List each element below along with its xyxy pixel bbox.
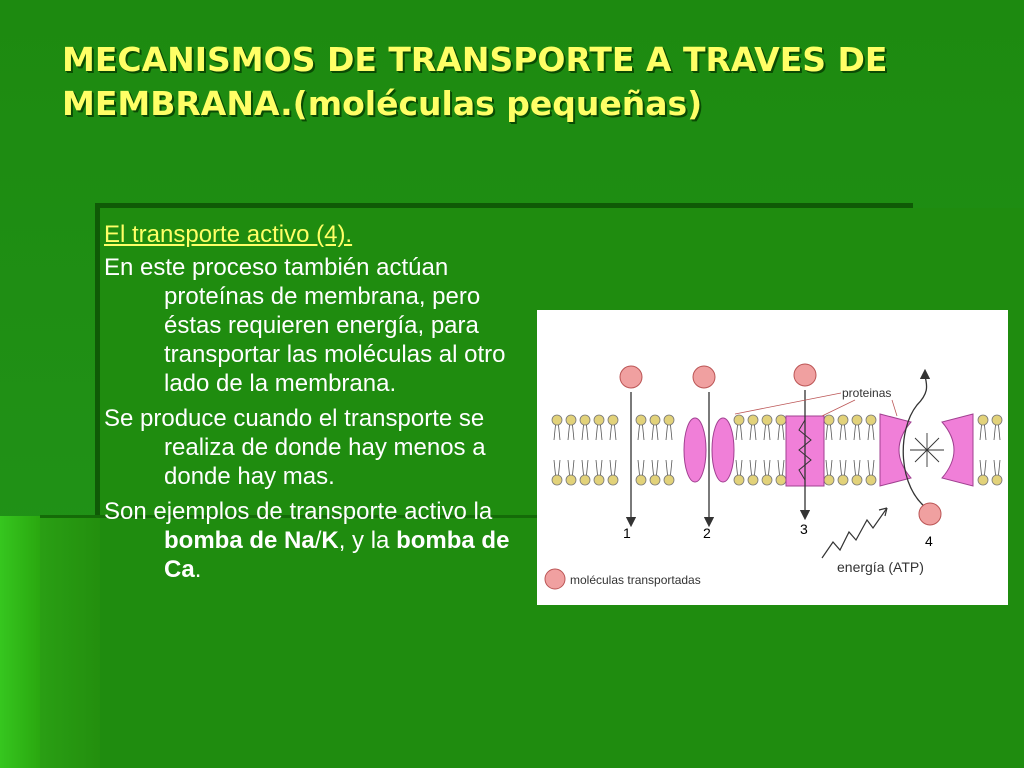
diagram-svg <box>537 310 1008 605</box>
lipid-head-bottom <box>824 460 834 485</box>
left-accent-bar <box>0 516 40 768</box>
label-4: 4 <box>925 533 933 549</box>
paragraph-2: Se produce cuando el transporte se realiza de donde hay menos a donde hay mas. <box>104 405 486 490</box>
molecule-2 <box>693 366 715 388</box>
lipid-head-bottom <box>734 460 744 485</box>
lipid-head-top <box>852 415 862 440</box>
lipid-head-top <box>650 415 660 440</box>
lipid-head-bottom <box>552 460 562 485</box>
lipid-head-top <box>866 415 876 440</box>
lipid-head-top <box>762 415 772 440</box>
energy-zigzag <box>822 508 887 558</box>
lipid-head-top <box>992 415 1002 440</box>
lipid-head-top <box>580 415 590 440</box>
lipid-head-bottom <box>866 460 876 485</box>
channel-protein-left <box>684 418 706 482</box>
p3-text-1: Son ejemplos de transporte activo la <box>104 498 493 525</box>
lipid-head-bottom <box>762 460 772 485</box>
legend-molecule-icon <box>545 569 565 589</box>
lipid-head-bottom <box>776 460 786 485</box>
lipid-head-bottom <box>748 460 758 485</box>
lipid-head-top <box>838 415 848 440</box>
lipid-head-top <box>978 415 988 440</box>
lipid-head-bottom <box>664 460 674 485</box>
pump-asterisk <box>910 433 944 467</box>
p3-bold-k: K <box>321 527 339 554</box>
left-accent-bar-inner <box>40 516 100 768</box>
lipid-head-top <box>748 415 758 440</box>
channel-protein-right <box>712 418 734 482</box>
lipid-head-bottom <box>636 460 646 485</box>
p3-text-2: , y la <box>338 527 397 554</box>
paragraph-1: En este proceso también actúan proteínas de membrana, pero éstas requieren energía, para transportar las moléculas al otro lado de la membrana. <box>104 254 506 397</box>
paragraph-3 <box>104 497 534 584</box>
p3-bold-na: bomba de Na <box>164 527 315 554</box>
molecule-3 <box>794 364 816 386</box>
lipid-head-bottom <box>852 460 862 485</box>
lipid-head-top <box>566 415 576 440</box>
lipid-head-top <box>552 415 562 440</box>
lipid-head-bottom <box>580 460 590 485</box>
lipid-head-top <box>776 415 786 440</box>
lipid-head-bottom <box>992 460 1002 485</box>
p3-bold-ca: bomba de Ca <box>164 527 510 583</box>
p3-text-3: . <box>194 556 202 583</box>
lipid-head-bottom <box>566 460 576 485</box>
lipid-head-top <box>664 415 674 440</box>
panel-top-border <box>95 203 913 208</box>
pump-protein-right <box>942 414 973 486</box>
label-1: 1 <box>623 525 631 541</box>
slide-title: MECANISMOS DE TRANSPORTE A TRAVES DE MEMBRANA.(moléculas pequeñas) <box>62 40 888 123</box>
legend-label: moléculas transportadas <box>570 573 701 587</box>
lipid-head-bottom <box>978 460 988 485</box>
lipid-head-top <box>608 415 618 440</box>
lipid-head-top <box>636 415 646 440</box>
lipid-head-bottom <box>838 460 848 485</box>
lipid-head-top <box>594 415 604 440</box>
label-2: 2 <box>703 525 711 541</box>
lipid-head-top <box>824 415 834 440</box>
lipid-head-bottom <box>608 460 618 485</box>
slide-body <box>104 220 534 590</box>
subheading: El transporte activo (4). <box>104 221 353 248</box>
arrow-4 <box>903 374 929 510</box>
label-3: 3 <box>800 521 808 537</box>
lipid-head-bottom <box>650 460 660 485</box>
lipid-head-bottom <box>594 460 604 485</box>
proteins-label: proteinas <box>842 386 892 400</box>
p3-sep: / <box>314 527 322 554</box>
molecule-1 <box>620 366 642 388</box>
molecule-4 <box>919 503 941 525</box>
membrane-transport-diagram <box>537 310 1008 605</box>
energy-label: energía (ATP) <box>837 559 924 575</box>
lipid-head-top <box>734 415 744 440</box>
